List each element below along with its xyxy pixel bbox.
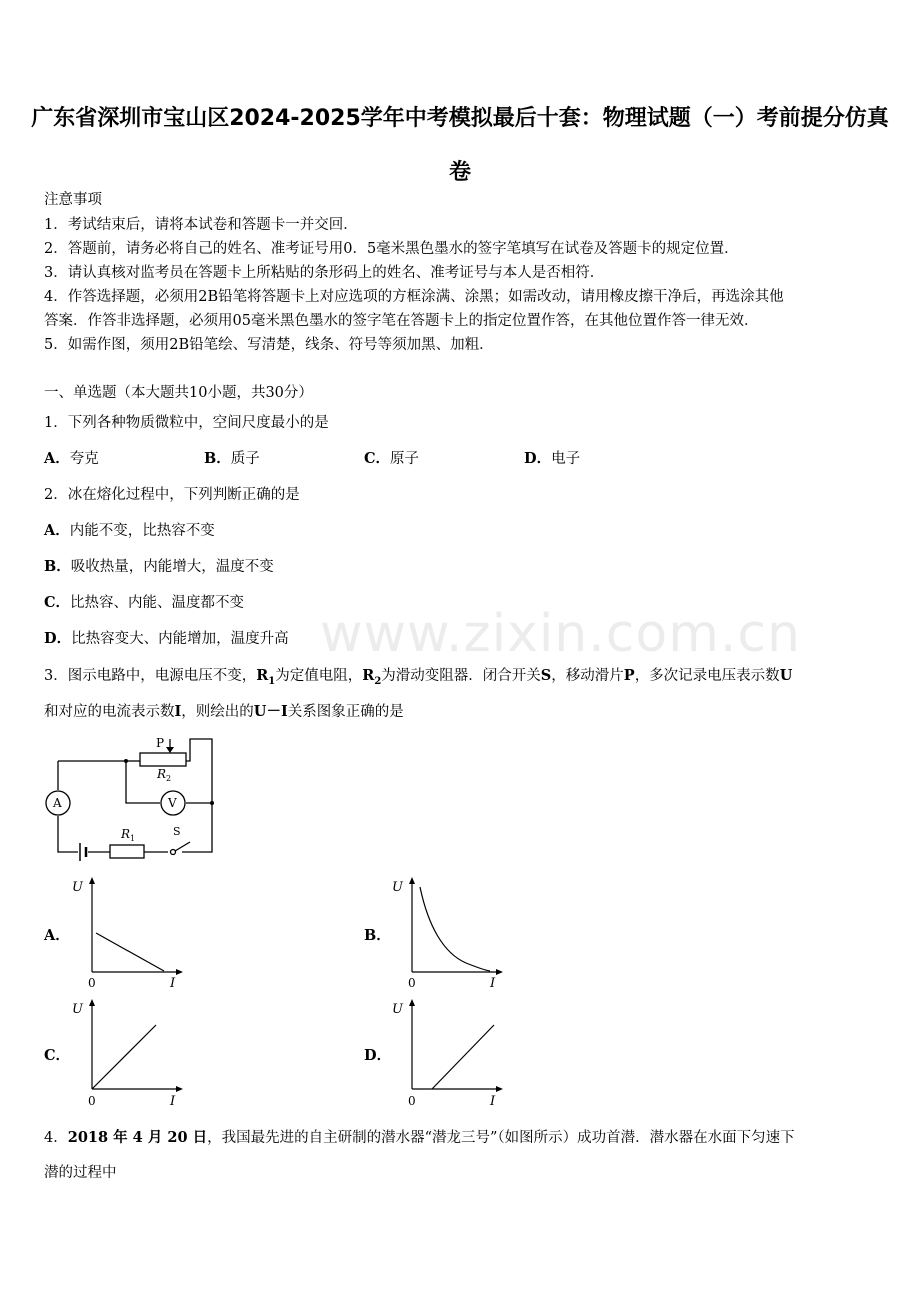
axis-i: I — [490, 1094, 496, 1109]
axis-u: U — [72, 880, 83, 895]
symbol-r: R — [256, 667, 269, 684]
symbol-i: I — [174, 703, 182, 720]
question-4-stem-line1 — [44, 1126, 795, 1147]
notice-item: 3．请认真核对监考员在答题卡上所粘贴的条形码上的姓名、准考证号与本人是否相符． — [44, 265, 605, 281]
question-4-stem-line2: 潜的过程中 — [44, 1165, 117, 1181]
date: 2018 年 4 月 20 日 — [67, 1129, 208, 1146]
label-r1-sub: 1 — [130, 834, 136, 843]
axis-u: U — [392, 880, 403, 895]
notice-item: 2．答题前，请务必将自己的姓名、准考证号用0．5毫米黑色墨水的签字笔填写在试卷及答题卡的规定位置． — [44, 241, 739, 257]
label-a: A — [53, 796, 62, 810]
text: 为滑动变阻器．闭合开关 — [381, 668, 541, 684]
notice-item: 1．考试结束后，请将本试卷和答题卡一并交回． — [44, 217, 358, 233]
option-label: C． — [364, 450, 391, 467]
question-1-stem: 1．下列各种物质微粒中，空间尺度最小的是 — [44, 415, 329, 431]
label-s: S — [173, 825, 181, 838]
option-text: 电子 — [551, 451, 581, 467]
label-p: P — [156, 736, 165, 750]
question-2-stem: 2．冰在熔化过程中，下列判断正确的是 — [44, 487, 300, 503]
option-label: B． — [44, 558, 71, 575]
subscript: 2 — [374, 675, 382, 687]
text: 3．图示电路中，电源电压不变， — [44, 668, 257, 684]
text: ，移动滑片 — [551, 668, 624, 684]
q3-option-d-label[interactable]: D． — [364, 1047, 392, 1064]
circuit-diagram — [40, 735, 222, 863]
q2-option-a[interactable] — [44, 519, 215, 540]
axis-origin: 0 — [408, 1094, 416, 1108]
q2-option-b[interactable] — [44, 555, 274, 576]
text: 4． — [44, 1130, 68, 1146]
question-3-stem-line2 — [44, 700, 404, 721]
text: ，则绘出的 — [181, 704, 254, 720]
q2-option-d[interactable] — [44, 627, 289, 648]
option-text: 比热容变大、内能增加，温度升高 — [71, 631, 289, 647]
notice-item: 5．如需作图，须用2B铅笔绘、写清楚，线条、符号等须加黑、加粗． — [44, 337, 494, 353]
option-label: A． — [44, 450, 70, 467]
graph-b[interactable] — [388, 875, 506, 990]
axis-u: U — [72, 1002, 83, 1017]
option-label: D． — [44, 630, 72, 647]
watermark: www.zixin.com.cn — [320, 604, 801, 664]
option-text: 夸克 — [69, 451, 99, 467]
label-r2-sub: 2 — [166, 774, 172, 783]
axis-i: I — [170, 976, 176, 990]
option-text: 吸收热量，内能增大，温度不变 — [70, 559, 274, 575]
symbol-s: S — [540, 667, 552, 684]
axis-origin: 0 — [408, 976, 416, 990]
symbol-u: U — [779, 667, 793, 684]
option-text: 质子 — [230, 451, 260, 467]
q1-option-b[interactable] — [204, 447, 260, 468]
subscript: 1 — [268, 675, 276, 687]
option-text: 内能不变，比热容不变 — [69, 523, 215, 539]
axis-origin: 0 — [88, 976, 96, 990]
text: ，多次记录电压表示数 — [634, 668, 780, 684]
page-title: 广东省深圳市宝山区2024-2025学年中考模拟最后十套：物理试题（一）考前提分仿真卷 — [31, 106, 889, 185]
graph-a[interactable] — [68, 875, 186, 990]
graph-c[interactable] — [68, 997, 186, 1112]
option-label: A． — [44, 522, 70, 539]
text: 和对应的电流表示数 — [44, 704, 175, 720]
q3-option-a-label[interactable]: A． — [44, 927, 70, 944]
label-r2: R — [157, 767, 167, 781]
symbol-r: R — [362, 667, 375, 684]
axis-u: U — [392, 1002, 403, 1017]
notice-item: 答案．作答非选择题，必须用05毫米黑色墨水的签字笔在答题卡上的指定位置作答，在其他位置作答一律无效． — [44, 313, 759, 329]
q3-option-c-label[interactable]: C． — [44, 1047, 71, 1064]
axis-i: I — [170, 1094, 176, 1109]
notice-item: 4．作答选择题，必须用2B铅笔将答题卡上对应选项的方框涂满、涂黑；如需改动，请用橡皮擦干净后，再选涂其他 — [44, 289, 784, 305]
axis-origin: 0 — [88, 1094, 96, 1108]
label-v: V — [168, 796, 177, 810]
q1-option-d[interactable] — [524, 447, 580, 468]
question-3-stem-line1 — [44, 664, 792, 687]
text: 为定值电阻， — [275, 668, 363, 684]
symbol-ui: U－I — [253, 703, 288, 720]
label-r1: R — [121, 827, 131, 841]
q1-option-c[interactable] — [364, 447, 419, 468]
option-label: B． — [204, 450, 231, 467]
text: 关系图象正确的是 — [287, 704, 404, 720]
option-text: 原子 — [390, 451, 420, 467]
option-text: 比热容、内能、温度都不变 — [70, 595, 245, 611]
q1-option-a[interactable] — [44, 447, 99, 468]
notice-heading: 注意事项 — [44, 192, 102, 208]
axis-i: I — [490, 976, 496, 990]
graph-d[interactable] — [388, 997, 506, 1112]
text: ，我国最先进的自主研制的潜水器“潜龙三号”（如图所示）成功首潜．潜水器在水面下匀速下 — [207, 1130, 795, 1146]
q2-option-c[interactable] — [44, 591, 244, 612]
option-label: C． — [44, 594, 71, 611]
section-heading: 一、单选题（本大题共10小题，共30分） — [44, 385, 313, 401]
option-label: D． — [524, 450, 552, 467]
symbol-p: P — [623, 667, 635, 684]
q3-option-b-label[interactable]: B． — [364, 927, 391, 944]
